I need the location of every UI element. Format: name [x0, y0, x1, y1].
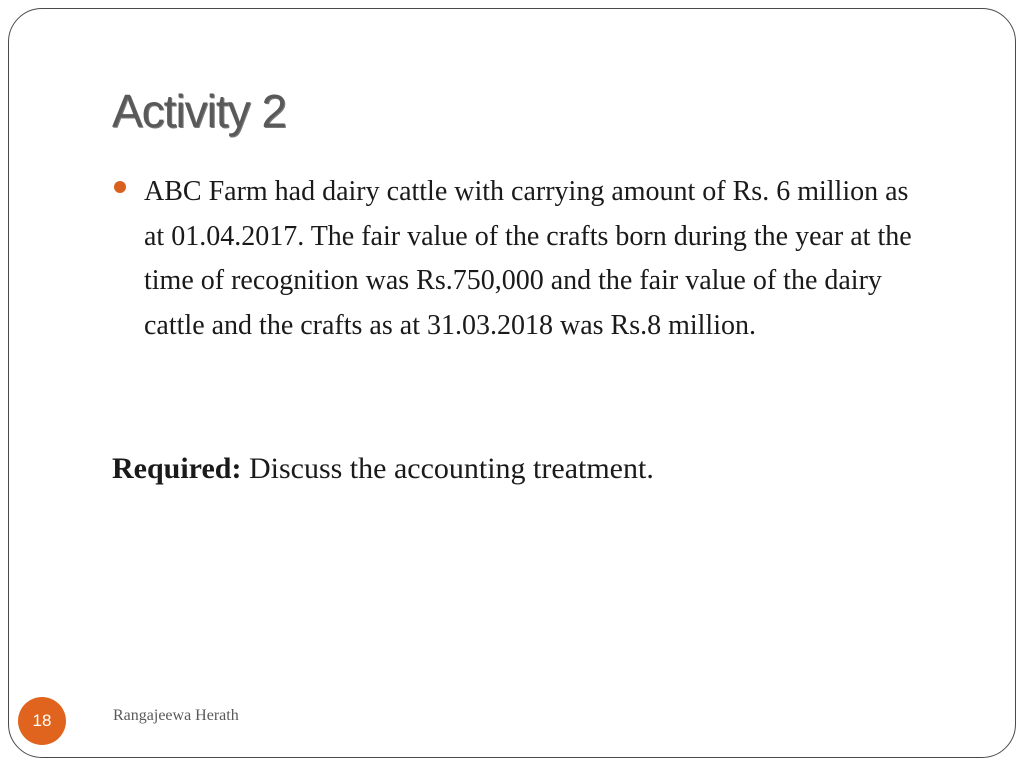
page-number: 18	[32, 711, 52, 730]
bullet-dot-icon	[114, 181, 126, 193]
required-label: Required:	[112, 452, 242, 485]
bullet-text: ABC Farm had dairy cattle with carrying amount of Rs. 6 million as at 01.04.2017. The fair value of the crafts born during the year at the time of recognition was Rs.750,000 and the fair value of the dairy cattle and the crafts as at 31.03.2018 was Rs.8 million.	[144, 176, 912, 341]
page-number-badge	[18, 697, 66, 745]
required-text: Discuss the accounting treatment.	[248, 452, 654, 485]
footer-author: Rangajeewa Herath	[113, 707, 239, 724]
bullet-item	[112, 170, 922, 348]
required-line	[112, 452, 654, 486]
slide-title: Activity 2	[112, 85, 287, 137]
bullet-list	[112, 170, 922, 348]
